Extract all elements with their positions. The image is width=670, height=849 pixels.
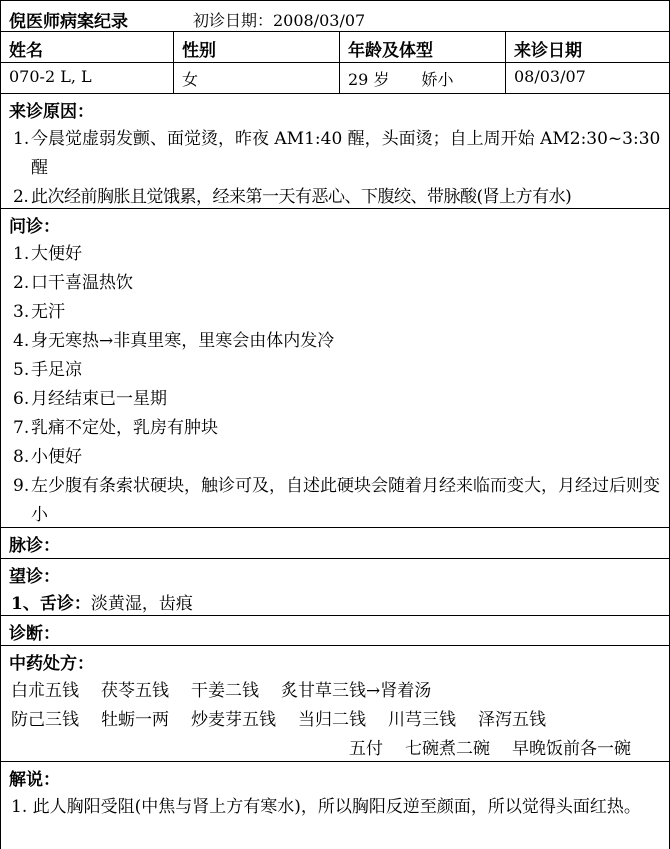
- inspection-title: 望诊：: [9, 567, 60, 587]
- inquiry-section: [0, 209, 670, 528]
- list-item: [1, 443, 669, 472]
- header-gender: 性别: [174, 32, 340, 62]
- herb-item: 干姜二钱: [191, 681, 259, 701]
- list-item: [1, 125, 669, 183]
- herb-item: 泽泻五钱: [478, 710, 546, 730]
- item-number: 6.: [13, 389, 30, 409]
- decoction-method: 七碗煮二碗: [405, 739, 490, 759]
- visit-date: 08/03/07: [514, 67, 586, 86]
- patient-gender: 女: [174, 63, 340, 93]
- item-text: 月经结束已一星期: [31, 389, 167, 409]
- patient-age-build: 29 岁 娇小: [340, 63, 506, 93]
- item-text: 无汗: [31, 302, 65, 322]
- header-name: 姓名: [1, 32, 174, 62]
- herb-item: 炒麦芽五钱: [191, 710, 276, 730]
- list-item: [1, 327, 669, 356]
- item-text: 乳痛不定处，乳房有肿块: [31, 418, 218, 438]
- item-text: 左少腹有条索状硬块，触诊可及，自述此硬块会随着月经来临而变大，月经过后则变小: [31, 476, 660, 525]
- explanation-title: 解说：: [9, 770, 60, 790]
- list-item: [1, 414, 669, 443]
- item-text: 小便好: [31, 447, 82, 467]
- list-item: [1, 240, 669, 269]
- inquiry-title: 问诊：: [9, 217, 60, 237]
- herb-item: 川芎三钱: [388, 710, 456, 730]
- explanation-section: [0, 762, 670, 849]
- herb-row-1: [1, 677, 669, 706]
- herb-item: 当归二钱: [298, 710, 366, 730]
- pulse-section: [0, 528, 670, 559]
- item-number: 5.: [13, 360, 30, 380]
- pulse-title: 脉诊：: [9, 536, 60, 556]
- item-number: 3.: [13, 302, 30, 322]
- diagnosis-title: 诊断：: [9, 624, 60, 644]
- item-text: 口干喜温热饮: [31, 273, 133, 293]
- item-number: 9.: [13, 476, 30, 496]
- dosing-schedule: 早晚饭前各一碗: [512, 739, 631, 759]
- diagnosis-section: [0, 616, 670, 646]
- item-number: 2.: [13, 187, 29, 207]
- patient-table-header: [0, 32, 670, 63]
- patient-table-values: [0, 63, 670, 94]
- list-item: [1, 385, 669, 414]
- herb-item: 牡蛎一两: [101, 710, 169, 730]
- item-text: 大便好: [31, 244, 82, 264]
- reason-title: 来诊原因：: [9, 102, 94, 122]
- prescription-title: 中药处方：: [9, 654, 94, 674]
- first-visit-date: 初诊日期：2008/03/07: [193, 11, 366, 30]
- item-text: 此次经前胸胀且觉饿累，经来第一天有恶心、下腹绞、带脉酸(肾上方有水): [31, 187, 572, 207]
- tongue-label: 1、舌诊：: [11, 594, 91, 614]
- reason-section: [0, 94, 670, 209]
- item-number: 4.: [13, 331, 30, 351]
- item-number: 7.: [13, 418, 30, 438]
- header-age-build: 年龄及体型: [340, 32, 506, 62]
- record-title: 倪医师病案纪录: [9, 12, 128, 32]
- item-number: 8.: [13, 447, 30, 467]
- prescription-section: [0, 646, 670, 762]
- tongue-text: 淡黄湿，齿痕: [90, 594, 193, 614]
- item-text: 今晨觉虚弱发颤、面觉烫，昨夜 AM1:40 醒，头面烫；自上周开始 AM2:30~3:30 醒: [31, 129, 661, 178]
- herb-item: 茯苓五钱: [101, 681, 169, 701]
- dose-count: 五付: [349, 739, 383, 759]
- item-text: 手足凉: [31, 360, 82, 380]
- herb-row-2: [1, 706, 669, 735]
- list-item: [1, 298, 669, 327]
- list-item: [1, 472, 669, 530]
- item-number: 1.: [13, 244, 30, 264]
- list-item: [1, 269, 669, 298]
- dosage-row: [1, 735, 669, 764]
- explanation-text: 1. 此人胸阳受阻(中焦与肾上方有寒水)，所以胸阳反逆至颜面，所以觉得头面红热。: [11, 797, 641, 817]
- item-text: 身无寒热→非真里寒，里寒会由体内发冷: [31, 331, 335, 351]
- item-number: 1.: [13, 129, 30, 149]
- herb-item: 防己三钱: [11, 710, 79, 730]
- herb-item: 白朮五钱: [11, 681, 79, 701]
- inspection-section: [0, 559, 670, 616]
- patient-name: 070-2 L, L: [1, 63, 174, 93]
- item-number: 2.: [13, 273, 30, 293]
- list-item: [1, 183, 669, 212]
- herb-item: 炙甘草三钱→肾着汤: [281, 681, 432, 701]
- tongue-line: [1, 590, 669, 619]
- record-title-bar: [0, 0, 670, 32]
- list-item: [1, 356, 669, 385]
- header-visit-date: 来诊日期: [514, 41, 582, 61]
